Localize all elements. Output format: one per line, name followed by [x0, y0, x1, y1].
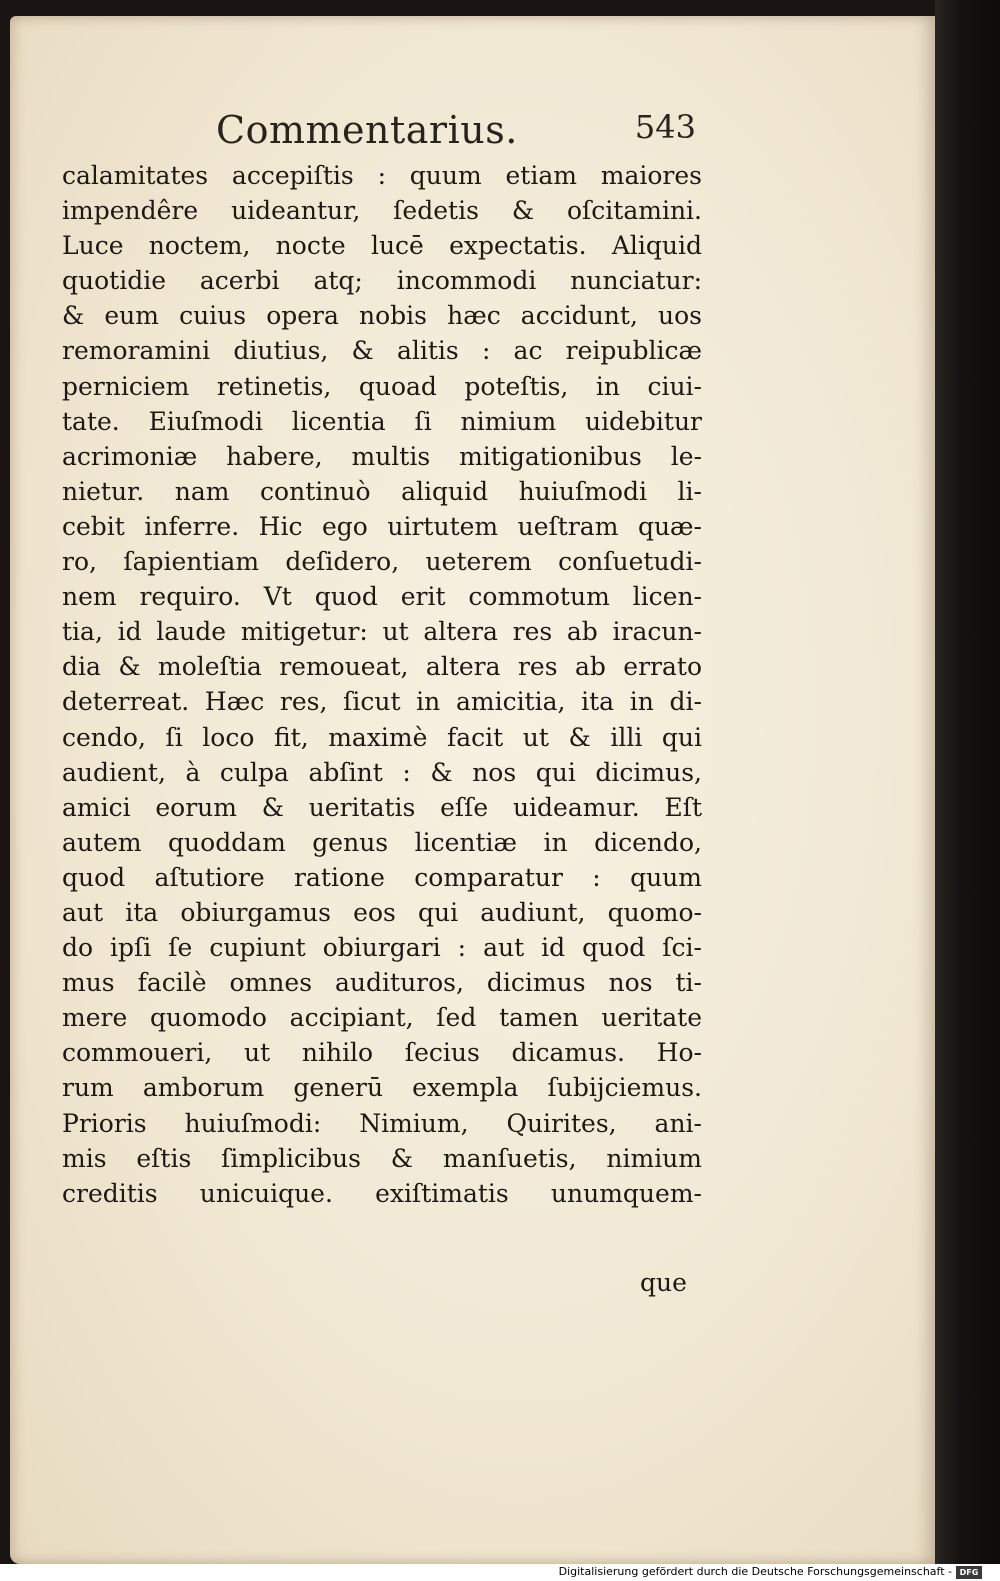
- text-line: deterreat. Hæc res, ſicut in amicitia, ita in di-: [62, 687, 702, 717]
- text-line: rum amborum generū exempla ſubijciemus.: [62, 1073, 702, 1103]
- text-line: cendo, ſi loco fit, maximè facit ut & illi qui: [62, 722, 702, 752]
- text-line: audient, à culpa abſint : & nos qui dicimus,: [62, 757, 702, 787]
- text-line: tia, id laude mitigetur: ut altera res ab iracun-: [62, 617, 702, 647]
- text-line: calamitates accepiſtis : quum etiam maiores: [62, 161, 702, 190]
- text-line: amici eorum & ueritatis eſſe uideamur. Eſt: [62, 792, 702, 822]
- text-line: cebit inferre. Hic ego uirtutem ueſtram quæ-: [62, 511, 702, 541]
- catchword: que: [640, 1268, 687, 1297]
- text-line: aut ita obiurgamus eos qui audiunt, quomo-: [62, 897, 702, 927]
- text-line: autem quoddam genus licentiæ in dicendo,: [62, 827, 702, 857]
- text-line: perniciem retinetis, quoad poteſtis, in ciui-: [62, 371, 702, 401]
- text-line: dia & moleſtia remoueat, altera res ab errato: [62, 652, 702, 682]
- text-line: & eum cuius opera nobis hæc accidunt, uos: [62, 301, 702, 331]
- text-line: creditis unicuique. exiſtimatis unumquem-: [62, 1178, 702, 1208]
- dfg-logo-icon: DFG: [956, 1566, 982, 1579]
- text-line: remoramini diutius, & alitis : ac reipublicæ: [62, 336, 702, 366]
- text-line: quod aſtutiore ratione comparatur : quum: [62, 862, 702, 892]
- page-number: 543: [634, 108, 696, 146]
- text-line: tate. Eiuſmodi licentia ſi nimium uidebitur: [62, 406, 702, 436]
- footer-credit: Digitalisierung gefördert durch die Deutsche Forschungsgemeinschaft -: [558, 1565, 952, 1578]
- text-line: acrimoniæ habere, multis mitigationibus le-: [62, 441, 702, 471]
- text-line: nem requiro. Vt quod erit commotum licen-: [62, 582, 702, 612]
- text-line: quotidie acerbi atq; incommodi nunciatur:: [62, 266, 702, 296]
- text-line: mis eſtis ſimplicibus & manſuetis, nimium: [62, 1143, 702, 1173]
- body-text: [62, 158, 702, 1211]
- running-title: Commentarius.: [216, 108, 518, 152]
- page-edge-shadow: [935, 0, 1000, 1581]
- text-line: nietur. nam continuò aliquid huiuſmodi li-: [62, 476, 702, 506]
- running-head: [216, 108, 696, 158]
- text-line: impendêre uideantur, ſedetis & oſcitamini.: [62, 196, 702, 226]
- text-line: do ipſi ſe cupiunt obiurgari : aut id quod ſci-: [62, 933, 702, 963]
- text-line: mus facilè omnes audituros, dicimus nos ti-: [62, 968, 702, 998]
- text-line: commoueri, ut nihilo ſecius dicamus. Ho-: [62, 1038, 702, 1068]
- text-line: Prioris huiuſmodi: Nimium, Quirites, ani-: [62, 1108, 702, 1138]
- text-line: Luce noctem, nocte lucē expectatis. Aliquid: [62, 231, 702, 261]
- text-line: ro, ſapientiam deſidero, ueterem conſuetudi-: [62, 547, 702, 577]
- text-line: mere quomodo accipiant, ſed tamen ueritate: [62, 1003, 702, 1033]
